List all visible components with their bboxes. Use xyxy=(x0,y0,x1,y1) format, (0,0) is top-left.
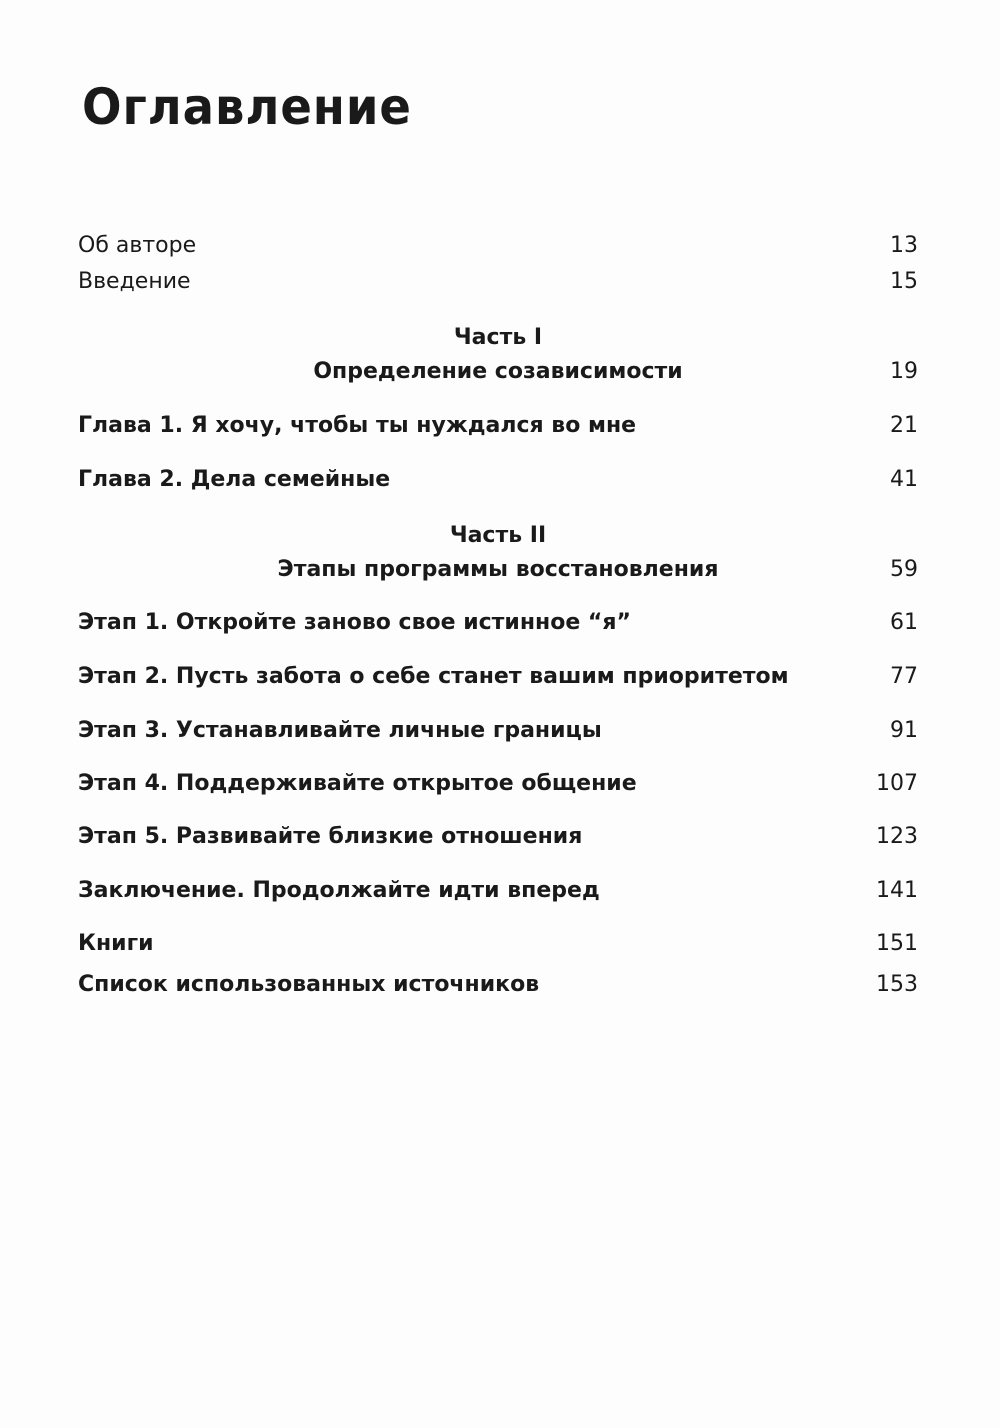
toc-entry[interactable] xyxy=(78,266,918,298)
part-title-label: Этапы программы восстановления xyxy=(277,557,719,582)
toc-entry-page: 61 xyxy=(890,610,918,635)
toc-entry-label: Этап 5. Развивайте близкие отношения xyxy=(78,824,583,849)
toc-entry[interactable] xyxy=(78,464,918,496)
toc-entry-page: 41 xyxy=(890,467,918,492)
toc-entry-label: Об авторе xyxy=(78,233,197,258)
part-number-label: Часть II xyxy=(449,523,547,548)
toc-entry-page: 21 xyxy=(890,413,918,438)
page-title: Оглавление xyxy=(82,78,412,136)
toc-entry[interactable] xyxy=(78,821,918,853)
toc-entry-label: Этап 3. Устанавливайте личные границы xyxy=(78,718,602,743)
toc-entry-page: 13 xyxy=(890,233,918,258)
toc-entry-label: Заключение. Продолжайте идти вперед xyxy=(78,878,600,903)
toc-entry-label: Этап 2. Пусть забота о себе станет вашим приоритетом xyxy=(78,664,789,689)
part-title-row[interactable] xyxy=(78,554,918,586)
toc-entry-label: Этап 1. Откройте заново свое истинное “я” xyxy=(78,610,631,635)
toc-entry[interactable] xyxy=(78,410,918,442)
toc-entry[interactable] xyxy=(78,230,918,262)
toc-entry-page: 15 xyxy=(890,269,918,294)
toc-entry-page: 151 xyxy=(876,931,918,956)
toc-entry[interactable] xyxy=(78,875,918,907)
part-title-label: Определение созависимости xyxy=(313,359,683,384)
toc-entry-page: 77 xyxy=(890,664,918,689)
toc-entry[interactable] xyxy=(78,768,918,800)
toc-entry-page: 107 xyxy=(876,771,918,796)
toc-entry-label: Книги xyxy=(78,931,154,956)
toc-entry-page: 141 xyxy=(876,878,918,903)
part-title-page: 19 xyxy=(890,359,918,384)
toc-entry[interactable] xyxy=(78,607,918,639)
toc-entry-label: Глава 2. Дела семейные xyxy=(78,467,391,492)
toc-entry-label: Этап 4. Поддерживайте открытое общение xyxy=(78,771,637,796)
part-number-label: Часть I xyxy=(453,325,543,350)
toc-entry[interactable] xyxy=(78,969,918,1001)
toc-entry-label: Глава 1. Я хочу, чтобы ты нуждался во мне xyxy=(78,413,637,438)
toc-entry-page: 91 xyxy=(890,718,918,743)
part-number xyxy=(78,322,918,354)
toc-entry-page: 123 xyxy=(876,824,918,849)
part-number xyxy=(78,520,918,552)
toc-entry-label: Список использованных источников xyxy=(78,972,540,997)
toc-entry-label: Введение xyxy=(78,269,191,294)
toc-entry[interactable] xyxy=(78,661,918,693)
toc-entry[interactable] xyxy=(78,715,918,747)
toc-entry-page: 153 xyxy=(876,972,918,997)
part-title-row[interactable] xyxy=(78,356,918,388)
toc-entry[interactable] xyxy=(78,928,918,960)
part-title-page: 59 xyxy=(890,557,918,582)
